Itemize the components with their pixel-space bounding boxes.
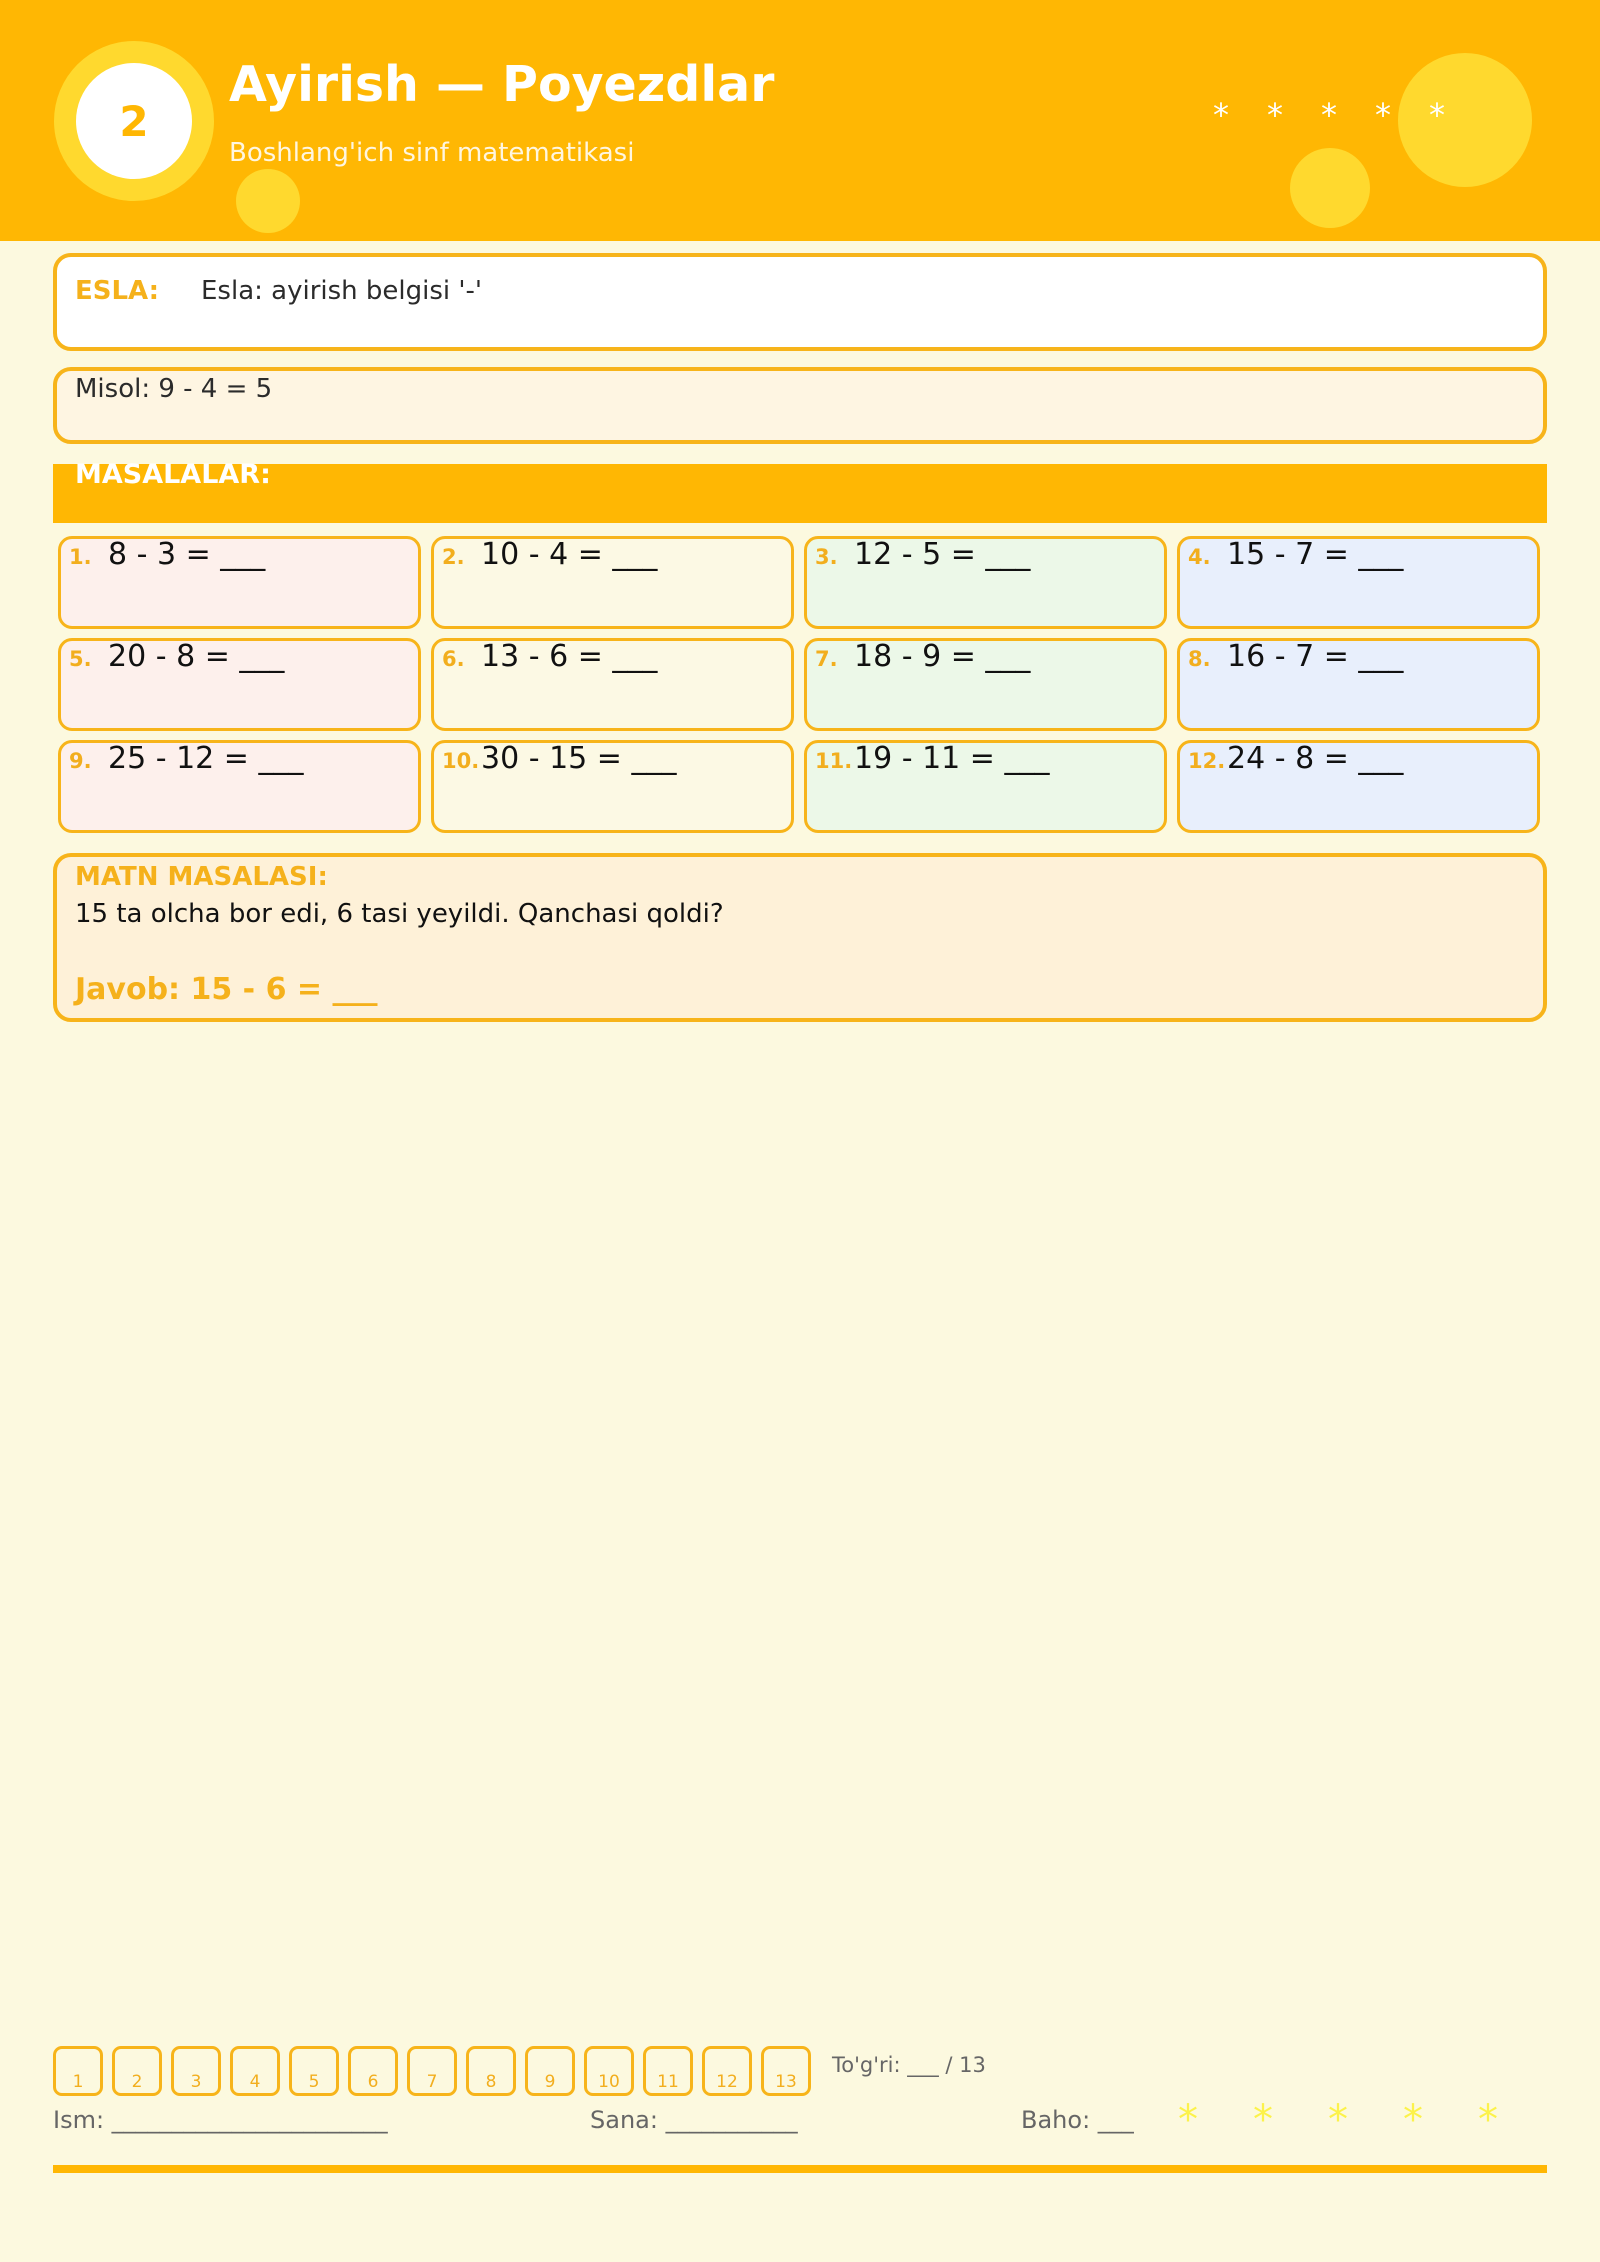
grade-field[interactable]: Baho: ___ (1021, 2106, 1134, 2134)
problem-number: 3. (815, 545, 838, 569)
check-box[interactable] (584, 2046, 634, 2096)
check-box-number: 10 (598, 2072, 620, 2092)
check-box-number: 8 (485, 2072, 497, 2092)
check-box[interactable] (53, 2046, 103, 2096)
check-box-number: 4 (249, 2072, 261, 2092)
problem-cell[interactable] (58, 638, 421, 731)
check-box-number: 7 (426, 2072, 438, 2092)
problem-expression: 18 - 9 = ___ (854, 639, 1031, 674)
problem-cell[interactable] (431, 740, 794, 833)
score-text: To'g'ri: ___ / 13 (832, 2053, 986, 2077)
check-box[interactable] (289, 2046, 339, 2096)
problem-number: 11. (815, 749, 853, 773)
problem-expression: 24 - 8 = ___ (1227, 741, 1404, 776)
problem-expression: 19 - 11 = ___ (854, 741, 1050, 776)
grade-badge (76, 63, 192, 179)
problem-cell[interactable] (1177, 740, 1540, 833)
problem-expression: 30 - 15 = ___ (481, 741, 677, 776)
header-stars (1213, 96, 1483, 134)
problem-cell[interactable] (58, 536, 421, 629)
check-box[interactable] (525, 2046, 575, 2096)
star-icon[interactable]: * (1403, 2097, 1423, 2143)
problem-number: 10. (442, 749, 480, 773)
problem-number: 7. (815, 647, 838, 671)
problem-expression: 25 - 12 = ___ (108, 741, 304, 776)
name-field[interactable]: Ism: _______________________ (53, 2106, 388, 2134)
problem-expression: 16 - 7 = ___ (1227, 639, 1404, 674)
problem-number: 2. (442, 545, 465, 569)
star-icon[interactable]: * (1328, 2097, 1348, 2143)
problem-cell[interactable] (804, 638, 1167, 731)
check-box[interactable] (761, 2046, 811, 2096)
problem-expression: 13 - 6 = ___ (481, 639, 658, 674)
problem-cell[interactable] (431, 536, 794, 629)
problem-cell[interactable] (804, 740, 1167, 833)
problems-banner (53, 464, 1547, 523)
star-icon[interactable]: * (1253, 2097, 1273, 2143)
grade-number: 2 (119, 96, 149, 146)
example-box (53, 367, 1547, 444)
problem-number: 9. (69, 749, 92, 773)
check-box-number: 9 (544, 2072, 556, 2092)
decor-bubble (1290, 148, 1370, 228)
check-box-number: 2 (131, 2072, 143, 2092)
star-icon: * (1429, 96, 1445, 134)
rating-stars (1178, 2097, 1553, 2143)
problems-title: MASALALAR: (75, 459, 271, 490)
check-box-number: 11 (657, 2072, 679, 2092)
check-box[interactable] (702, 2046, 752, 2096)
problem-expression: 10 - 4 = ___ (481, 537, 658, 572)
check-box[interactable] (466, 2046, 516, 2096)
check-box[interactable] (348, 2046, 398, 2096)
star-icon: * (1213, 96, 1229, 134)
check-box[interactable] (230, 2046, 280, 2096)
star-icon: * (1375, 96, 1391, 134)
word-problem-answer[interactable]: Javob: 15 - 6 = ___ (75, 972, 378, 1007)
problem-cell[interactable] (431, 638, 794, 731)
problem-expression: 15 - 7 = ___ (1227, 537, 1404, 572)
footer-divider (53, 2165, 1547, 2173)
page-subtitle: Boshlang'ich sinf matematikasi (229, 138, 635, 168)
problem-number: 8. (1188, 647, 1211, 671)
check-box[interactable] (407, 2046, 457, 2096)
check-box-number: 13 (775, 2072, 797, 2092)
problem-expression: 8 - 3 = ___ (108, 537, 266, 572)
star-icon[interactable]: * (1178, 2097, 1198, 2143)
problem-number: 5. (69, 647, 92, 671)
star-icon: * (1267, 96, 1283, 134)
problem-expression: 20 - 8 = ___ (108, 639, 285, 674)
star-icon[interactable]: * (1478, 2097, 1498, 2143)
word-problem-title: MATN MASALASI: (75, 862, 328, 892)
problem-cell[interactable] (1177, 638, 1540, 731)
decor-bubble (236, 169, 300, 233)
check-box-number: 1 (72, 2072, 84, 2092)
problem-cell[interactable] (58, 740, 421, 833)
problem-number: 1. (69, 545, 92, 569)
problem-cell[interactable] (1177, 536, 1540, 629)
problem-number: 12. (1188, 749, 1226, 773)
problem-number: 4. (1188, 545, 1211, 569)
check-box[interactable] (112, 2046, 162, 2096)
word-problem-text: 15 ta olcha bor edi, 6 tasi yeyildi. Qanchasi qoldi? (75, 899, 724, 929)
reminder-label: ESLA: (75, 276, 160, 306)
star-icon: * (1321, 96, 1337, 134)
check-box[interactable] (171, 2046, 221, 2096)
problem-number: 6. (442, 647, 465, 671)
check-box[interactable] (643, 2046, 693, 2096)
page-title: Ayirish — Poyezdlar (229, 56, 775, 113)
reminder-text: Esla: ayirish belgisi '-' (201, 276, 483, 306)
date-field[interactable]: Sana: ___________ (590, 2106, 798, 2134)
check-box-number: 12 (716, 2072, 738, 2092)
check-box-number: 3 (190, 2072, 202, 2092)
problem-expression: 12 - 5 = ___ (854, 537, 1031, 572)
example-text: Misol: 9 - 4 = 5 (75, 374, 273, 404)
problem-cell[interactable] (804, 536, 1167, 629)
check-box-number: 6 (367, 2072, 379, 2092)
header-banner (0, 0, 1600, 241)
check-box-number: 5 (308, 2072, 320, 2092)
